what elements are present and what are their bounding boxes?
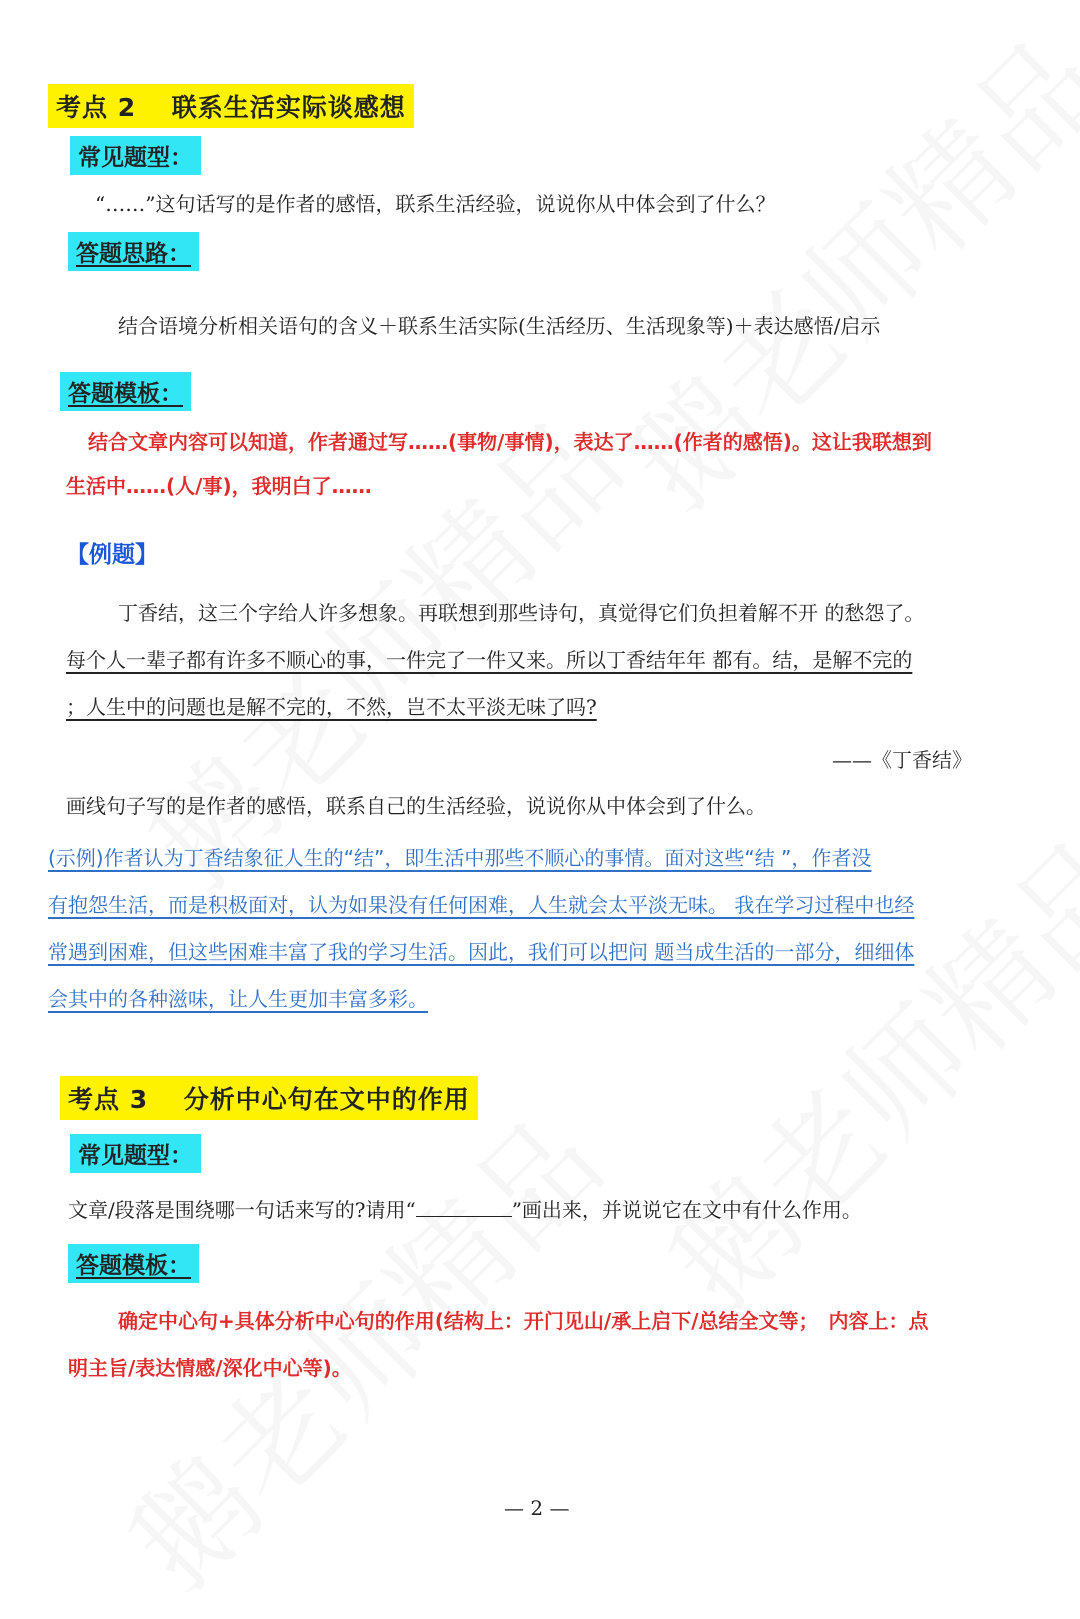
answer-blank (416, 1198, 512, 1217)
example-label: 【例题】 (66, 542, 158, 568)
section3-template-line-2: 明主旨/表达情感/深化中心等)。 (68, 1356, 352, 1380)
answer-line-2: 有抱怨生活，而是积极面对，认为如果没有任何困难，人生就会太平淡无味。 我在学习过程中也经 (48, 893, 915, 917)
page-number: — 2 — (504, 1496, 570, 1520)
section2-approach-label: 答题思路： (68, 232, 199, 271)
section2-heading: 考点 2 联系生活实际谈感想 (48, 84, 414, 128)
answer-line-4: 会其中的各种滋味，让人生更加丰富多彩。 (48, 987, 428, 1011)
passage-line-3: ；人生中的问题也是解不完的，不然，岂不太平淡无味了吗? (66, 695, 597, 719)
answer-line-1: (示例)作者认为丁香结象征人生的“结”，即生活中那些不顺心的事情。面对这些“结 ”，作者没 (48, 846, 872, 870)
answer-line-3: 常遇到困难，但这些困难丰富了我的学习生活。因此，我们可以把问 题当成生活的一部分，细细体 (48, 940, 915, 964)
section3-common-type-label: 常见题型： (70, 1134, 201, 1173)
watermark (627, 793, 1080, 1339)
watermark (587, 0, 1080, 539)
section3-template-label: 答题模板： (68, 1244, 199, 1283)
section2-common-type-text: “……”这句话写的是作者的感悟，联系生活经验，说说你从中体会到了什么？ (95, 192, 776, 216)
section2-template-line-2: 生活中……(人/事)，我明白了…… (66, 474, 372, 498)
section3-heading: 考点 3 分析中心句在文中的作用 (60, 1076, 478, 1120)
section2-common-type-label: 常见题型： (70, 136, 201, 175)
section3-template-line-1: 确定中心句+具体分析中心句的作用(结构上：开门见山/承上启下/总结全文等； 内容上：点 (118, 1309, 929, 1333)
example-question: 画线句子写的是作者的感悟，联系自己的生活经验，说说你从中体会到了什么。 (66, 794, 766, 818)
section2-template-label: 答题模板： (60, 372, 191, 411)
passage-source: ——《丁香结》 (832, 748, 972, 772)
common-type-before: 文章/段落是围绕哪一句话来写的?请用“ (68, 1198, 416, 1222)
passage-line-1: 丁香结，这三个字给人许多想象。再联想到那些诗句，真觉得它们负担着解不开 的愁怨了。 (118, 601, 925, 625)
passage-line-2: 每个人一辈子都有许多不顺心的事，一件完了一件又来。所以丁香结年年 都有。结，是解不完的 (66, 648, 913, 672)
section2-template-line-1: 结合文章内容可以知道，作者通过写……(事物/事情)，表达了……(作者的感悟)。这让我联想到 (88, 430, 932, 454)
section3-common-type-text (68, 1194, 862, 1223)
section2-approach-text: 结合语境分析相关语句的含义＋联系生活实际(生活经历、生活现象等)＋表达感悟/启示 (118, 314, 881, 338)
common-type-after: ”画出来，并说说它在文中有什么作用。 (511, 1198, 862, 1222)
